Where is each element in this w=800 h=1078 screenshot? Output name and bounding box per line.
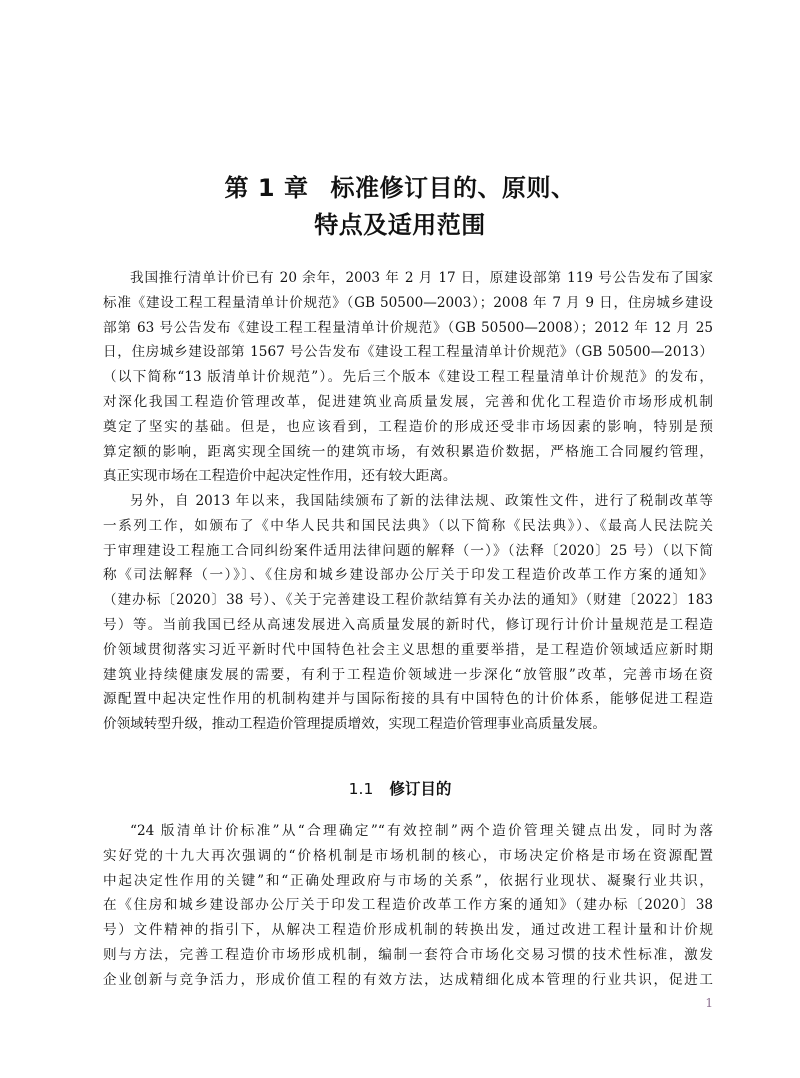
paragraph-line: 真正实现市场在工程造价中起决定性作用，还有较大距离。 xyxy=(103,468,457,485)
paragraph-line: 号）文件精神的指引下，从解决工程造价形成机制的转换出发，通过改进工程计量和计价规 xyxy=(103,922,713,939)
paragraph-line: 源配置中起决定性作用的机制构建并与国际衔接的具有中国特色的计价体系，能够促进工程造 xyxy=(103,691,713,708)
paragraph-1 xyxy=(103,266,713,489)
page-number: 1 xyxy=(705,996,713,1010)
paragraph-line: 奠定了坚实的基础。但是，也应该看到，工程造价的形成还受非市场因素的影响，特别是预 xyxy=(103,418,713,435)
paragraph-line: 实好党的十九大再次强调的“价格机制是市场机制的核心，市场决定价格是市场在资源配置 xyxy=(103,847,713,864)
paragraph-line: 则与方法，完善工程造价市场形成机制，编制一套符合市场化交易习惯的技术性标准，激发 xyxy=(103,946,713,963)
paragraph-line: 算定额的影响，距离实现全国统一的建筑市场，有效积累造价数据，严格施工合同履约管理， xyxy=(103,443,713,460)
chapter-title-text-1: 标准修订目的、原则、 xyxy=(330,174,576,202)
paragraph-line: 称《司法解释（一）》〕、《住房和城乡建设部办公厅关于印发工程造价改革工作方案的通知》 xyxy=(103,567,713,584)
paragraph-line: 我国推行清单计价已有 20 余年，2003 年 2 月 17 日，原建设部第 119 号公告发布了国家 xyxy=(130,270,713,286)
paragraph-line: 号）等。当前我国已经从高速发展进入高质量发展的新时代，修订现行计价计量规范是工程造 xyxy=(103,616,713,633)
section-title: 修订目的 xyxy=(389,780,452,798)
paragraph-line: 价领域贯彻落实习近平新时代中国特色社会主义思想的重要举措，是工程造价领域适应新时期 xyxy=(103,641,713,658)
paragraph-line: 企业创新与竞争活力，形成价值工程的有效方法，达成精细化成本管理的行业共识，促进工 xyxy=(103,971,713,988)
paragraph-line: 于审理建设工程施工合同纠纷案件适用法律问题的解释（一）》（法释〔2020〕25 号）（以下简 xyxy=(103,542,713,559)
paragraph-line: 中起决定性作用的关键”和“正确处理政府与市场的关系”，依据行业现状、凝聚行业共识， xyxy=(103,872,713,889)
chapter-title xyxy=(0,170,800,244)
paragraph-line: （以下简称“13 版清单计价规范”）。先后三个版本《建设工程工程量清单计价规范》的发布， xyxy=(103,369,713,386)
paragraph-line: 价领域转型升级，推动工程造价管理提质增效，实现工程造价管理事业高质量发展。 xyxy=(103,716,606,733)
paragraph-line: 对深化我国工程造价管理改革，促进建筑业高质量发展，完善和优化工程造价市场形成机制 xyxy=(103,393,713,410)
paragraph-2 xyxy=(103,489,713,737)
paragraph-line: 建筑业持续健康发展的需要，有利于工程造价领域进一步深化“放管服”改革，完善市场在资 xyxy=(103,666,713,683)
paragraph-line: 部第 63 号公告发布《建设工程工程量清单计价规范》（GB 50500—2008）；2012 年 12 月 25 xyxy=(103,319,713,336)
paragraph-3 xyxy=(103,819,713,993)
paragraph-line: 标准《建设工程工程量清单计价规范》（GB 50500—2003）；2008 年 7 月 9 日，住房城乡建设 xyxy=(103,294,713,311)
chapter-title-line-2: 特点及适用范围 xyxy=(314,211,486,239)
section-heading xyxy=(0,774,800,804)
section-number: 1.1 xyxy=(348,780,374,798)
paragraph-line: （建办标〔2020〕38 号）、《关于完善建设工程价款结算有关办法的通知》（财建〔2022〕183 xyxy=(103,592,713,609)
chapter-number: 第 1 章 xyxy=(224,174,309,202)
paragraph-line: 另外，自 2013 年以来，我国陆续颁布了新的法律法规、政策性文件，进行了税制改革等 xyxy=(130,493,713,509)
paragraph-line: 日，住房城乡建设部第 1567 号公告发布《建设工程工程量清单计价规范》（GB 50500—2013） xyxy=(103,344,713,361)
paragraph-line: 在《住房和城乡建设部办公厅关于印发工程造价改革工作方案的通知》（建办标〔2020〕38 xyxy=(103,897,713,914)
paragraph-line: 一系列工作，如颁布了《中华人民共和国民法典》（以下简称《民法典》）、《最高人民法院关 xyxy=(103,517,713,534)
paragraph-line: “24 版清单计价标准”从“合理确定”“有效控制”两个造价管理关键点出发，同时为落 xyxy=(130,823,713,839)
chapter-title-line-1 xyxy=(0,170,800,207)
